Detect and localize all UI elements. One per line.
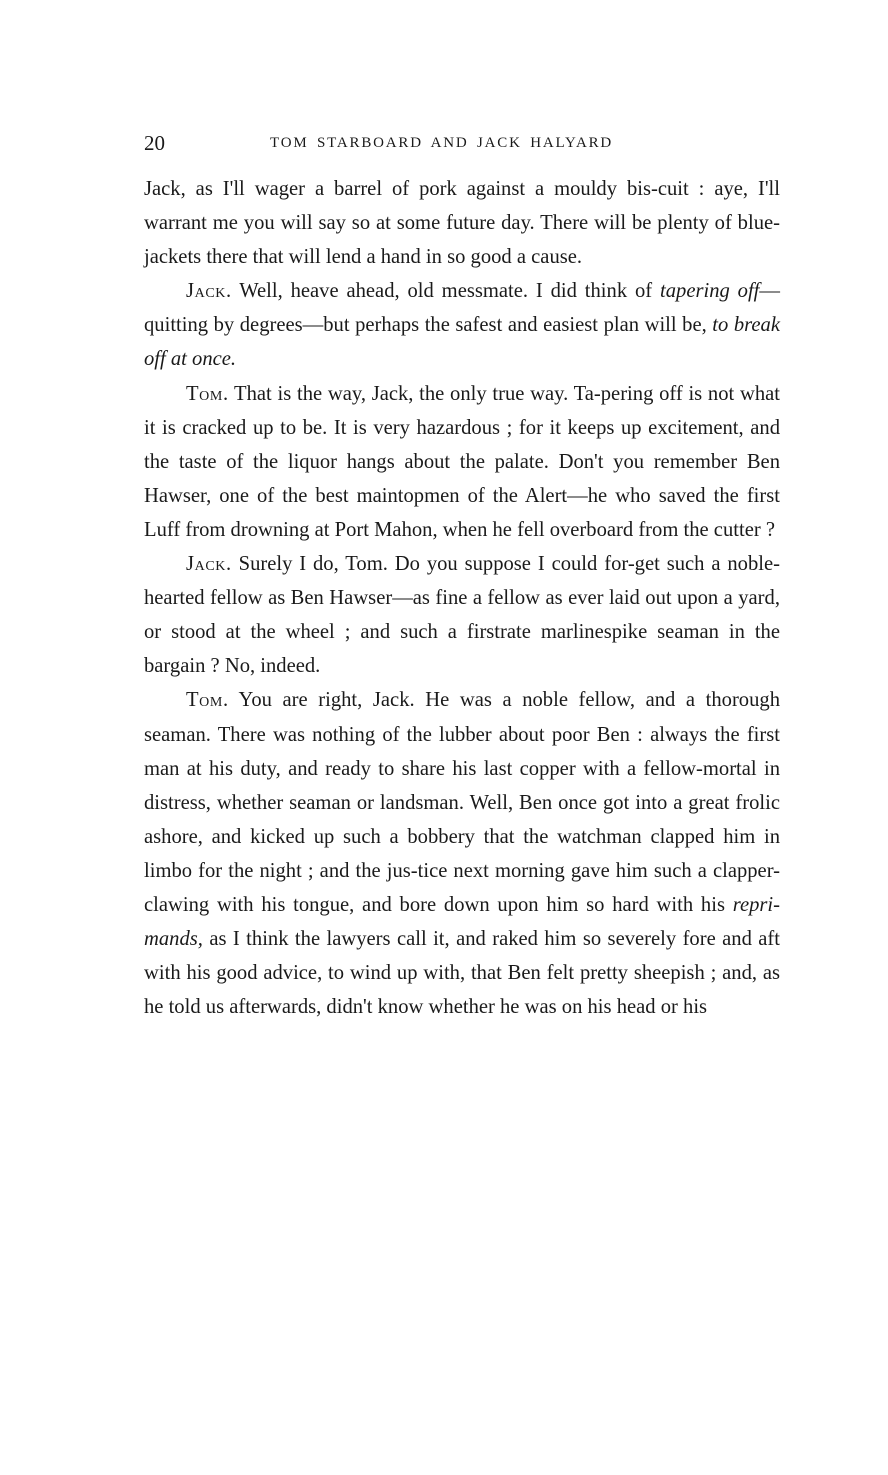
paragraph-text: —quitting by degrees—but perhaps the safest and easiest plan will be, (144, 280, 780, 337)
speaker-name: Jack. (186, 280, 232, 303)
book-page (144, 128, 780, 1024)
paragraph-2 (144, 274, 780, 376)
paragraph-4 (144, 547, 780, 683)
paragraph-text: That is the way, Jack, the only true way. Ta-pering off is not what it is cracked up to be. It is very hazardous ; for it keeps up excitement, and the taste of the liquor hangs about the palate. Don't you remember Ben Hawser, one of the best maintopmen of the Alert—he who saved the first Luff from drowning at Port Mahon, when he fell overboard from the cutter ? (144, 382, 780, 541)
paragraph-text: as I think the lawyers call it, and raked him so severely fore and aft with his good advice, to wind up with, that Ben felt pretty sheepish ; and, as he told us afterwards, didn't know whether he was on his head or his (144, 928, 780, 1019)
paragraph-1 (144, 172, 780, 274)
running-title: TOM STARBOARD AND JACK HALYARD (270, 135, 614, 151)
italic-phrase: repri-mands, (144, 893, 780, 951)
speaker-name: Tom. (186, 382, 229, 405)
paragraph-text: Well, heave ahead, old messmate. I did think of (231, 280, 660, 303)
speaker-name: Tom. (186, 689, 229, 712)
page-number: 20 (144, 131, 165, 155)
paragraph-5 (144, 683, 780, 1024)
italic-phrase: to break off at once. (144, 314, 780, 371)
italic-phrase: tapering off (660, 280, 760, 303)
paragraph-text: Surely I do, Tom. Do you suppose I could for-get such a noble-hearted fellow as Ben Hawser—as fine a fellow as ever laid out upon a yard, or stood at the wheel ; and such a firstrate marlinespike seaman in the bargain ? No, indeed. (144, 553, 780, 678)
speaker-name: Jack. (186, 553, 232, 576)
paragraph-3 (144, 377, 780, 547)
paragraph-text: Jack, as I'll wager a barrel of pork against a mouldy bis-cuit : aye, I'll warrant me you will say so at some future day. There will be plenty of blue-jackets there that will lend a hand in so good a cause. (144, 178, 780, 269)
running-head (144, 128, 780, 158)
paragraph-text: You are right, Jack. He was a noble fellow, and a thorough seaman. There was nothing of the lubber about poor Ben : always the first man at his duty, and ready to share his last copper with a fellow-mortal in distress, whether seaman or landsman. Well, Ben once got into a great frolic ashore, and kicked up such a bobbery that the watchman clapped him in limbo for the night ; and the jus-tice next morning gave him such a clapper-clawing with his tongue, and bore down upon him so hard with his (144, 689, 780, 916)
